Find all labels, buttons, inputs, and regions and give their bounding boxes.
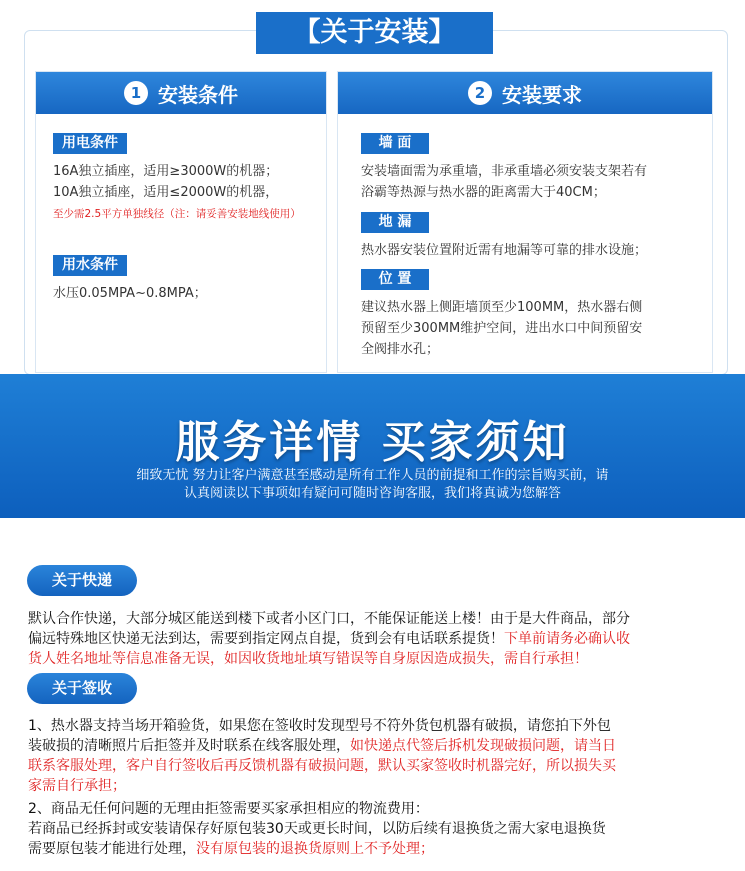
power-condition-tag: 用电条件 (53, 133, 127, 154)
receipt-p1-line-1: 1、热水器支持当场开箱验货，如果您在签收时发现型号不符外货包机器有破损，请您拍下外包 (28, 718, 611, 734)
install-conditions-heading: 安装条件 (158, 82, 238, 107)
water-line: 水压0.05MPA~0.8MPA； (53, 286, 207, 301)
delivery-line-2-text: 偏远特殊地区快递无法到达，需要到指定网点自提，货到会有电话联系提货！ (28, 631, 504, 647)
wall-line-2: 浴霸等热源与热水器的距离需大于40CM； (361, 185, 606, 200)
install-conditions-header (36, 72, 326, 114)
position-line-2: 预留至少300MM维护空间，进出水口中间预留安 (361, 321, 643, 336)
receipt-p1-line-2 (28, 736, 728, 756)
install-conditions-card (35, 71, 327, 373)
install-requirements-card (337, 71, 713, 373)
install-title: 【关于安装】 (256, 12, 493, 54)
delivery-warning: 货人姓名地址等信息准备无误，如因收货地址填写错误等自身原因造成损失，需自行承担！ (28, 651, 588, 667)
receipt-warning-start: 如快递点代签后拆机发现破损问题，请当日 (350, 738, 616, 754)
receipt-p2-line-3-text: 需要原包装才能进行处理， (28, 841, 196, 857)
water-condition-tag: 用水条件 (53, 255, 127, 276)
wall-line-1: 安装墙面需为承重墙，非承重墙必须安装支架若有 (361, 164, 648, 179)
power-note: 至少需2.5平方单独线径（注：请妥善安装地线使用） (53, 208, 301, 220)
delivery-paragraph (28, 609, 728, 669)
receipt-label: 关于签收 (27, 673, 137, 704)
banner-title: 服务详情 买家须知 (175, 417, 570, 468)
step-number-2: 2 (468, 81, 492, 105)
service-banner (0, 374, 745, 518)
drain-tag: 地 漏 (361, 212, 429, 233)
delivery-line-1: 默认合作快递，大部分城区能送到楼下或者小区门口，不能保证能送上楼！由于是大件商品，部分 (28, 611, 630, 627)
banner-subtitle-line-1: 细致无忧 努力让客户满意甚至感动是所有工作人员的前提和工作的宗旨购买前，请 (136, 468, 609, 483)
power-line-1: 16A独立插座，适用≥3000W的机器； (53, 164, 279, 179)
position-tag: 位 置 (361, 269, 429, 290)
receipt-p1-line-4: 家需自行承担； (28, 778, 126, 794)
receipt-p2-line-2: 若商品已经拆封或安装请保存好原包装30天或更长时间，以防后续有退换货之需大家电退换货 (28, 821, 606, 837)
receipt-p1-line-2-text: 装破损的清晰照片后拒签并及时联系在线客服处理， (28, 738, 350, 754)
receipt-p2-warning: 没有原包装的退换货原则上不予处理； (196, 841, 434, 857)
wall-tag: 墙 面 (361, 133, 429, 154)
banner-subtitle-line-2: 认真阅读以下事项如有疑问可随时咨询客服，我们将真诚为您解答 (183, 486, 561, 501)
step-number-1: 1 (124, 81, 148, 105)
position-line-1: 建议热水器上侧距墙顶至少100MM，热水器右侧 (361, 300, 643, 315)
install-requirements-heading: 安装要求 (502, 82, 582, 107)
receipt-paragraph-2 (28, 799, 728, 859)
install-requirements-header (338, 72, 712, 114)
receipt-p1-line-3: 联系客服处理，客户自行签收后再反馈机器有破损问题，默认买家签收时机器完好，所以损失买 (28, 758, 616, 774)
delivery-line-2 (28, 629, 728, 649)
receipt-p2-line-3 (28, 839, 728, 859)
receipt-p2-line-1: 2、商品无任何问题的无理由拒签需要买家承担相应的物流费用： (28, 801, 429, 817)
power-line-2: 10A独立插座，适用≤2000W的机器， (53, 185, 279, 200)
drain-line: 热水器安装位置附近需有地漏等可靠的排水设施； (361, 243, 648, 258)
delivery-warning-start: 下单前请务必确认收 (504, 631, 630, 647)
receipt-paragraph-1 (28, 716, 728, 796)
delivery-label: 关于快递 (27, 565, 137, 596)
banner-subtitle (60, 467, 685, 503)
position-line-3: 全阀排水孔； (361, 342, 440, 357)
